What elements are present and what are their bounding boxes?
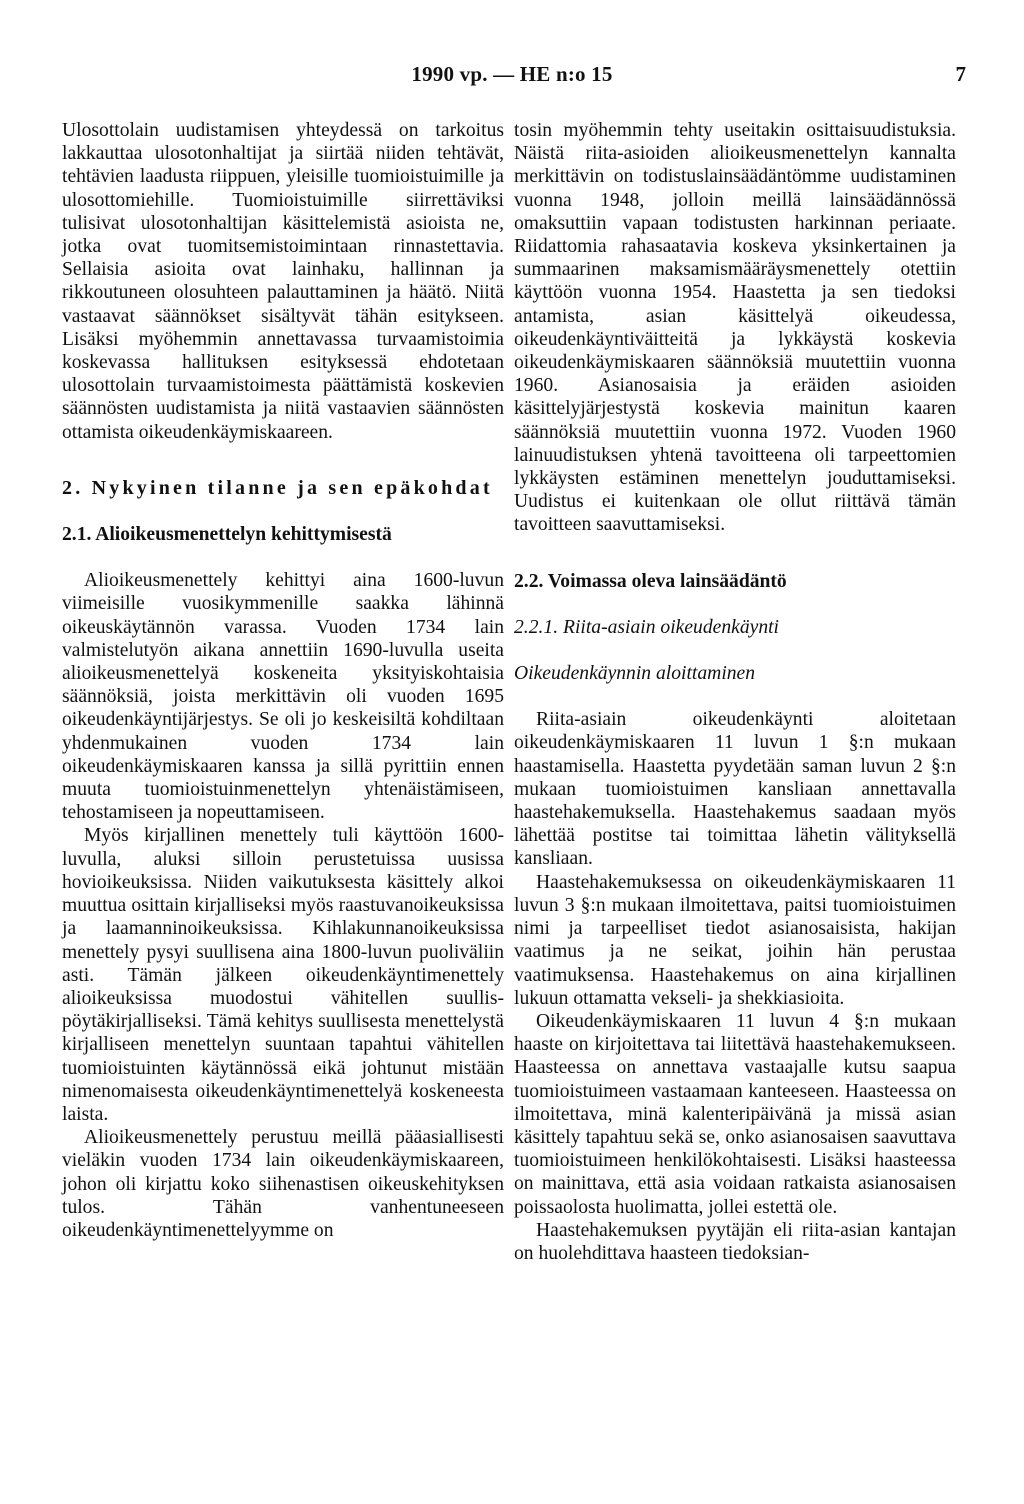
left-paragraph-2: Alioikeusmenettely kehittyi aina 1600-luvun viimeisille vuosikymmenille saakka lähinnä oikeuskäytännön varassa. Vuoden 1734 lain valmistelutyön aikana annettiin 1690-luvulla useita alioikeusmenettelyä koskeneita yksityiskohtaisia säännöksiä, joista merkittävin oli vuoden 1695 oikeudenkäyntijärjestys. Se oli jo keskeisiltä kohdiltaan yhdenmukainen vuoden 1734 lain oikeudenkäymiskaaren kanssa ja sillä pyrittiin ennen muuta tuomioistuinmenettelyn yhtenäistämiseen, tehostamiseen ja nopeuttamiseen.	[62, 570, 504, 824]
left-paragraph-1: Ulosottolain uudistamisen yhteydessä on tarkoitus lakkauttaa ulosotonhaltijat ja siirtää niiden tehtävät, tehtävien laadusta riippuen, yleisille tuomioistuimille ja ulosottomiehille. Tuomioistuimille siirrettäviksi tulisivat ulosotonhaltijan käsittelemistä asioista ne, jotka ovat tuomitsemistoimintaan rinnastettavia. Sellaisia asioita ovat lainhaku, hallinnan ja rikkoutuneen olosuhteen palauttaminen ja häätö. Niitä vastaavat säännökset sisältyvät tähän esitykseen. Lisäksi myöhemmin annettavassa turvaamistoimia koskevassa hallituksen esityksessä ehdotetaan ulosottolain turvaamistoimesta päättämistä koskevien säännösten uudistamista ja niitä vastaavien säännösten ottamista oikeudenkäymiskaareen.	[62, 120, 504, 443]
left-paragraph-4: Alioikeusmenettely perustuu meillä pääasiallisesti vieläkin vuoden 1734 lain oikeudenkäymiskaareen, johon oli kirjattu koko siihenastisen oikeuskehityksen tulos. Tähän vanhentuneeseen oikeudenkäyntimenettelyymme on	[62, 1127, 504, 1241]
left-column	[62, 119, 504, 1242]
page-number: 7	[955, 62, 966, 86]
italic-heading-proceedings-start: Oikeudenkäynnin aloittaminen	[514, 663, 756, 685]
right-paragraph-5: Haastehakemuksen pyytäjän eli riita-asian kantajan on huolehdittava haasteen tiedoksian-	[514, 1219, 956, 1264]
section-heading-2: 2. Nykyinen tilanne ja sen epäkohdat	[62, 476, 493, 499]
right-paragraph-1: tosin myöhemmin tehty useitakin osittaisuudistuksia. Näistä riita-asioiden alioikeusmenettelyn kannalta merkittävin on todistuslainsäädäntömme uudistaminen vuonna 1948, jolloin meillä lainsäädännössä omaksuttiin vapaan todistusten harkinnan periaate. Riidattomia rahasaatavia koskeva yksinkertainen ja summaarinen maksamismääräysmenettely otettiin käyttöön vuonna 1954. Haastetta ja sen tiedoksi antamista, asian käsittelyä oikeudessa, oikeudenkäyntiväitteitä ja lykkäystä koskevia oikeudenkäymiskaaren säännöksiä muutettiin vuonna 1960. Asianosaisia ja eräiden asioiden käsittelyjärjestystä koskevia mainitun kaaren säännöksiä muutettiin vuonna 1972. Vuoden 1960 lainuudistuksen yhtenä tavoitteena oli tarpeettomien lykkäysten estäminen menettelyn jouduttamiseksi. Uudistus ei kuitenkaan ole ollut riittävä tämän tavoitteen saavuttamiseksi.	[514, 120, 956, 536]
running-head: 1990 vp. — HE n:o 15	[411, 62, 613, 86]
right-paragraph-2: Riita-asiain oikeudenkäynti aloitetaan oikeudenkäymiskaaren 11 luvun 1 §:n mukaan haastamisella. Haastetta pyydetään saman luvun 2 §:n mukaan tuomioistuimen kansliaan annettavalla haastehakemuksella. Haastehakemus saadaan myös lähettää postitse tai toimittaa lähetin välityksellä kansliaan.	[514, 709, 956, 870]
right-paragraph-3: Haastehakemuksessa on oikeudenkäymiskaaren 11 luvun 3 §:n mukaan ilmoitettava, paitsi tuomioistuimen nimi ja tarpeelliset tiedot asianosaisista, hakijan vaatimus ja ne seikat, joihin hän perustaa vaatimuksensa. Haastehakemus on aina kirjallinen lukuun ottamatta vekseli- ja shekkiasioita.	[514, 871, 956, 1009]
subheading-2-2: 2.2. Voimassa oleva lainsäädäntö	[514, 570, 787, 592]
right-paragraph-4: Oikeudenkäymiskaaren 11 luvun 4 §:n mukaan haaste on kirjoitettava tai liitettävä haastehakemukseen. Haasteessa on annettava vastaajalle kutsu saapua tuomioistuimeen vastaamaan kanteeseen. Haasteessa on ilmoitettava, minä kalenteripäivänä ja missä asian käsittely tapahtuu sekä se, onko asianosaisen saavuttava tuomioistuimeen henkilökohtaisesti. Lisäksi haasteessa on mainittava, että asia voidaan ratkaista asianosaisen poissaolosta huolimatta, jollei estettä ole.	[514, 1010, 956, 1218]
italic-heading-2-2-1: 2.2.1. Riita-asiain oikeudenkäynti	[514, 616, 780, 638]
page-header	[0, 62, 1024, 92]
right-column	[514, 119, 956, 1265]
subheading-2-1: 2.1. Alioikeusmenettelyn kehittymisestä	[62, 524, 392, 546]
left-paragraph-3: Myös kirjallinen menettely tuli käyttöön 1600-luvulla, aluksi silloin perustetuissa uusissa hovioikeuksissa. Niiden vaikutuksesta käsittely alkoi muuttua osittain kirjalliseksi myös raastuvanoikeuksissa ja laamanninoikeuksissa. Kihlakunnanoikeuksissa menettely pysyi suullisena aina 1800-luvun puoliväliin asti. Tämän jälkeen oikeudenkäyntimenettely alioikeuksissa muodostui vähitellen suullis-pöytäkirjalliseksi. Tämä kehitys suullisesta menettelystä kirjalliseen menettelyn suuntaan tapahtui vähitellen tuomioistuinten käytännössä eikä johtunut mistään nimenomaisesta oikeudenkäyntimenettelyä koskeneesta laista.	[62, 825, 504, 1125]
